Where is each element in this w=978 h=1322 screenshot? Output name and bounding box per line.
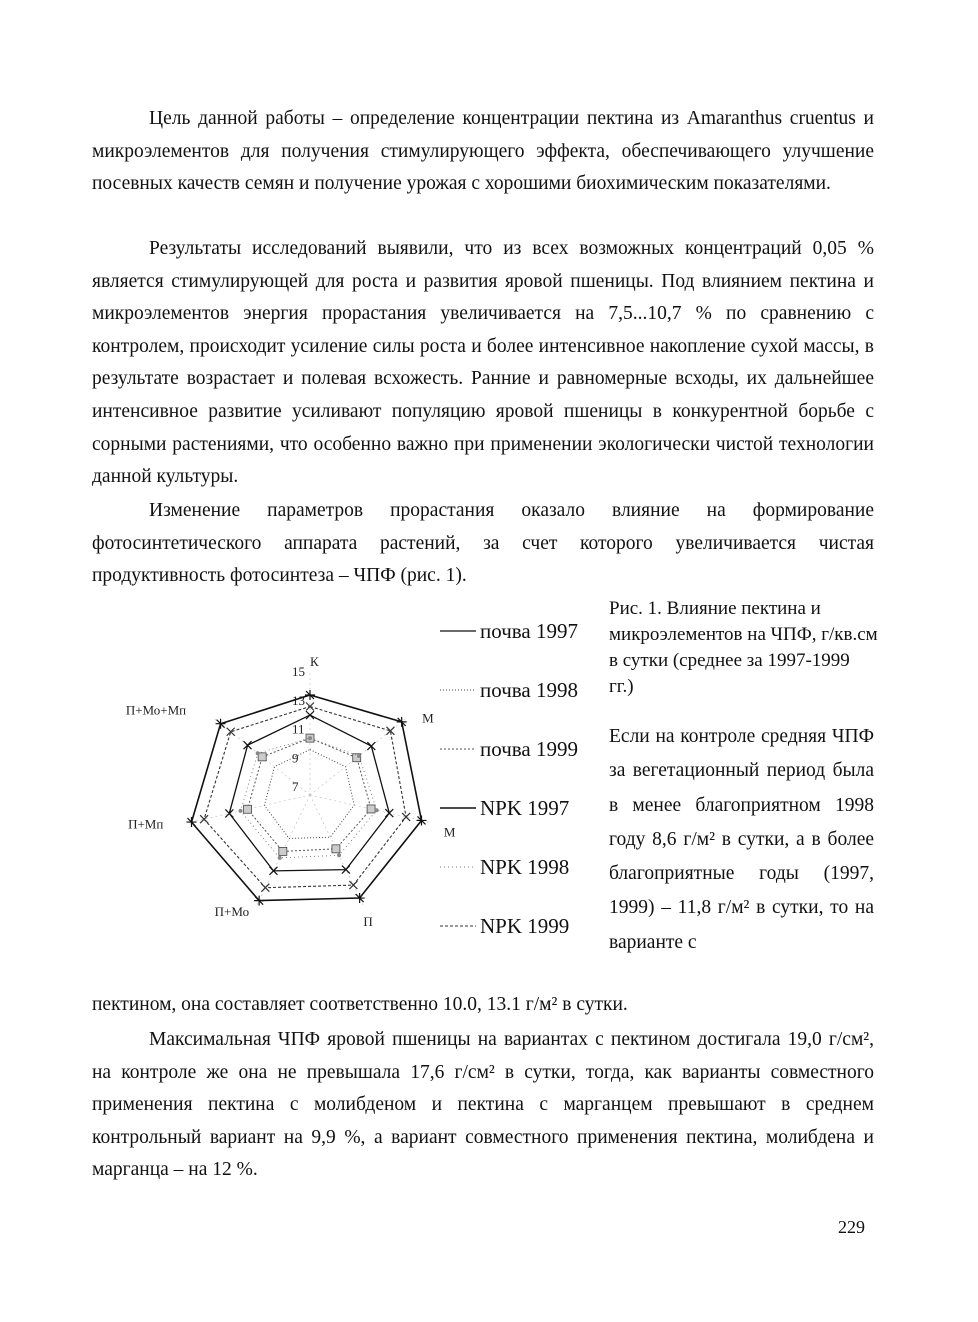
axis-label: П+Мп — [128, 816, 164, 832]
data-point — [279, 847, 287, 855]
data-point — [225, 809, 233, 817]
series-polygon — [204, 707, 406, 888]
axis-label: М — [443, 824, 456, 840]
series-polygon — [264, 750, 354, 839]
radar-chart — [100, 600, 600, 960]
data-point — [244, 741, 252, 749]
data-point — [367, 805, 375, 813]
tick-label: 11 — [292, 721, 305, 737]
data-point — [337, 853, 341, 857]
tick-label: 7 — [292, 779, 299, 794]
axis-label: М — [422, 710, 434, 726]
data-point — [216, 719, 226, 729]
axis-label: К — [310, 654, 319, 669]
data-point — [186, 817, 196, 827]
legend-label: почва 1999 — [480, 737, 578, 761]
data-point — [256, 751, 260, 755]
paragraph-aim: Цель данной работы – определение концентрации пектина из Amaranthus cruentus и микроэлементов для получения стимулирующего эффекта, обеспечивающего улучшение посевных качеств семян и получение урожая с хорошими биохимическим показателями. — [92, 108, 874, 195]
data-point — [402, 813, 410, 821]
data-point — [397, 717, 407, 727]
data-point — [227, 728, 235, 736]
data-point — [367, 742, 375, 750]
legend-label: NPK 1998 — [480, 855, 570, 879]
paragraph-maximum: Максимальная ЧПФ яровой пшеницы на вариантах с пектином достигала 19,0 г/см², на контроле же она не превышала 17,6 г/см² в сутки, тогда, как варианты совместного применения пектина с молибденом и пектина с марганцем превышают в среднем контрольный вариант на 9,9 %, а вариант совместного применения пектина, молибдена и марганца – на 12 %. — [92, 1029, 874, 1181]
data-point — [385, 809, 393, 817]
data-point — [306, 711, 314, 719]
data-point — [254, 896, 264, 906]
axis-label: П+Мо+Мп — [125, 702, 187, 718]
legend-label: NPK 1997 — [480, 796, 570, 820]
legend-label: почва 1997 — [480, 619, 578, 643]
data-point — [375, 808, 379, 812]
legend-label: NPK 1999 — [480, 914, 570, 938]
data-point — [305, 690, 315, 700]
axis-label: П — [363, 913, 373, 929]
data-point — [200, 815, 208, 823]
paragraph-results: Результаты исследований выявили, что из всех возможных концентраций 0,05 % является стимулирующей для роста и развития яровой пшеницы. Под влиянием пектина и микроэлементов энергия прорастания увеличивается на 7,5...10,7 % по сравнению с контролем, происходит усиление силы роста и более интенсивное накопление сухой массы, в результате возрастает и полевая всхожесть. Ранние и равномерные всходы, их дальнейшее интенсивное развитие усиливают популяцию яровой пшеницы в конкурентной борьбе с сорными растениями, что особенно важно при применении экологически чистой технологии данной культуры. — [92, 238, 874, 488]
figure-caption: Рис. 1. Влияние пектина и микроэлементов на ЧПФ, г/кв.см в сутки (среднее за 1997-1999 гг.) — [609, 598, 878, 697]
data-point — [278, 856, 282, 860]
paragraph-pectin-values: пектином, она составляет соответственно 10.0, 13.1 г/м² в сутки. — [92, 994, 628, 1015]
data-point — [357, 754, 361, 758]
tick-label: 13 — [292, 692, 305, 708]
data-point — [332, 845, 340, 853]
paragraph-control: Если на контроле средняя ЧПФ за вегетационный период была в менее благоприятном 1998 году 8,6 г/м² в сутки, а в более благоприятные годы (1997, 1999) – 11,8 г/м² в сутки, то на варианте с — [609, 726, 874, 953]
page-number: 229 — [838, 1217, 865, 1237]
legend-label: почва 1998 — [480, 678, 578, 702]
axis-label: П+Мо — [214, 903, 250, 919]
tick-label: 9 — [292, 750, 299, 766]
tick-label: 15 — [292, 664, 305, 679]
data-point — [244, 805, 252, 813]
data-point — [308, 736, 312, 740]
data-point — [239, 809, 243, 813]
paragraph-photosynthesis: Изменение параметров прорастания оказало влияние на формирование фотосинтетического аппарата растений, за счет которого увеличивается чистая продуктивность фотосинтеза – ЧПФ (рис. 1). — [92, 500, 874, 587]
